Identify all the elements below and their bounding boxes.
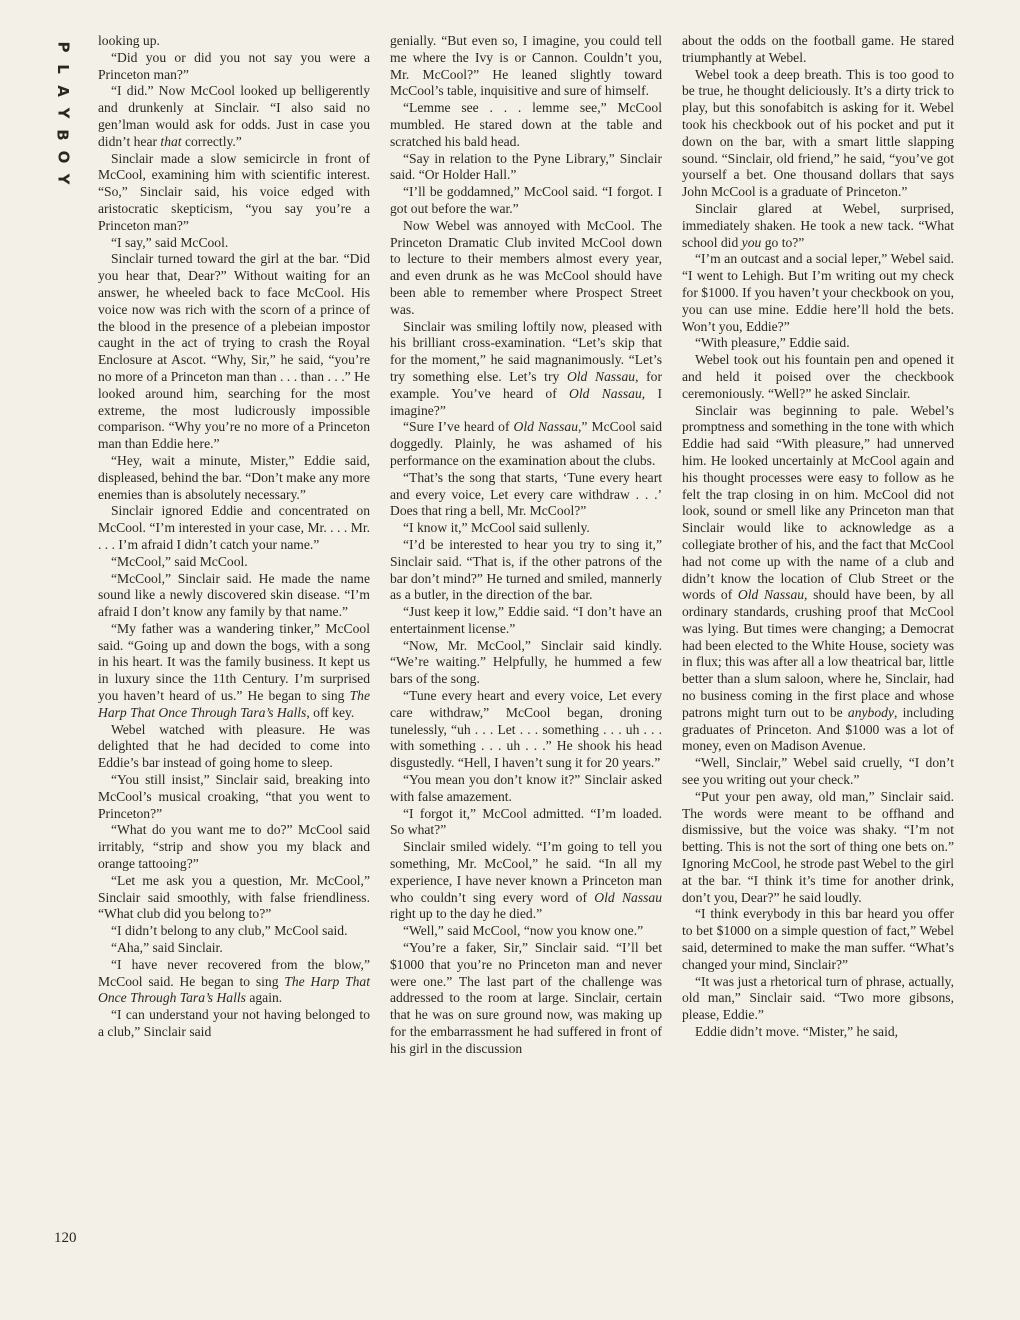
italic-title: Old Nassau	[566, 368, 636, 384]
masthead-letter: P	[54, 41, 72, 53]
paragraph: Sinclair ignored Eddie and concentrated on McCool. “I’m interested in your case, Mr. . . . Mr. . . . I’m afraid I didn’t catch your name.”	[98, 503, 370, 552]
paragraph: “That’s the song that starts, ‘Tune every heart and every voice, Let every care withdraw . . .’ Does that ring a bell, Mr. McCool?”	[390, 469, 662, 519]
paragraph: looking up.	[98, 33, 160, 48]
text-column-2	[390, 33, 662, 1058]
paragraph: “You’re a faker, Sir,” Sinclair said. “I’ll bet $1000 that you’re no Princeton man and never were one.” The last part of the challenge was addressed to the room at large. Sinclair, certain that he was on sure ground now, was making up for the embarrassment he had suffered in front of his girl in the discussion	[390, 940, 662, 1056]
paragraph: “Now, Mr. McCool,” Sinclair said kindly. “We’re waiting.” Helpfully, he hummed a few bars of the song.	[390, 637, 662, 687]
paragraph: “Aha,” said Sinclair.	[111, 940, 223, 956]
paragraph: Sinclair turned toward the girl at the bar. “Did you hear that, Dear?” Without waiting for an answer, he wheeled back to face McCool. His voice now was rich with the scorn of a prince of the blood in the presence of a plebeian impostor caught in the act of trying to crash the Royal Enclosure at Ascot. “Why, Sir,” he said, “you’re no more of a Princeton man than . . . than . . .” He looked around him, searching for the most extreme, the most ludicrously impossible comparison. “Why you’re no more of a Princeton man than Eddie here.”	[98, 251, 370, 452]
paragraph: “Say in relation to the Pyne Library,” Sinclair said. “Or Holder Hall.”	[390, 150, 662, 183]
paragraph: “I can understand your not having belonged to a club,” Sinclair said	[98, 1007, 370, 1040]
italic-title: you	[741, 234, 762, 250]
paragraph: Sinclair glared at Webel, surprised, immediately shaken. He took a new tack. “What school did you go to?”	[682, 200, 954, 250]
paragraph: “What do you want me to do?” McCool said irritably, “strip and show you my black and orange tattooing?”	[98, 822, 370, 872]
italic-title: Old Nassau	[594, 889, 663, 905]
paragraph: “With pleasure,” Eddie said.	[695, 335, 850, 351]
paragraph: “Lemme see . . . lemme see,” McCool mumbled. He stared down at the table and scratched his bald head.	[390, 100, 662, 149]
text-column-1	[98, 33, 370, 1041]
italic-title: Old Nassau	[737, 587, 805, 603]
paragraph: “I say,” said McCool.	[111, 234, 229, 250]
italic-title: that	[160, 133, 182, 149]
italic-title: The Harp That Once Through Tara’s Halls	[98, 688, 370, 720]
masthead-letter: A	[53, 85, 72, 97]
paragraph: Sinclair was beginning to pale. Webel’s promptness and something in the tone with which Eddie had said “With pleasure,” had unnerved him. He looked uncertainly at McCool again and his thought processes were easy to follow as he felt the trap closing in on him. McCool did not look, sound or smell like any Princeton man that Sinclair would like to acknowledge as a collegiate brother of his, and the fact that McCool had not come up with the name of a club and didn’t know the location of Club Street or the words of Old Nassau, should have been, by all ordinary standards, crushing proof that McCool was lying. But times were changing; a Democrat had been elected to the White House, society was in flux; this was after all a low theatrical bar, little better than a slum saloon, where he, Sinclair, had no business coming in the first place and whose patrons might turn out to be anybody, including graduates of Princeton. And $1000 was a lot of money, even on Madison Avenue.	[682, 402, 955, 754]
paragraph: “I’m an outcast and a social leper,” Webel said. “I went to Lehigh. But I’m writing out my check for $1000. If you haven’t your checkbook on you, you can use mine. Eddie here’ll hold the bets. Won’t you, Eddie?”	[682, 251, 954, 334]
paragraph: Eddie didn’t move. “Mister,” he said,	[695, 1024, 899, 1040]
italic-title: Old Nassau	[513, 419, 579, 435]
paragraph: Webel watched with pleasure. He was delighted that he had decided to come into Eddie’s bar instead of going home to sleep.	[98, 721, 370, 771]
paragraph: “I have never recovered from the blow,” McCool said. He began to sing The Harp That Once Through Tara’s Halls again.	[98, 956, 370, 1006]
italic-title: The Harp That Once Through Tara’s Halls	[98, 973, 370, 1006]
paragraph: “You mean you don’t know it?” Sinclair asked with false amazement.	[390, 772, 662, 804]
masthead-letter: Y	[54, 173, 72, 185]
paragraph: “Well,” said McCool, “now you know one.”	[403, 923, 644, 939]
playboy-masthead	[52, 36, 74, 190]
masthead-letter: B	[54, 129, 72, 141]
paragraph: Sinclair was smiling loftily now, pleased with his brilliant cross-examination. “Let’s skip that for the moment,” he said magnanimously. “Let’s try something else. Let’s try Old Nassau, for example. You’ve heard of Old Nassau, I imagine?”	[390, 318, 663, 418]
paragraph: “McCool,” Sinclair said. He made the name sound like a newly discovered skin disease. “I’m afraid I don’t know any family by that name.”	[98, 570, 370, 620]
paragraph: “I’ll be goddamned,” McCool said. “I forgot. I got out before the war.”	[390, 184, 662, 216]
paragraph: Sinclair made a slow semicircle in front of McCool, examining him with scientific interest. “So,” Sinclair said, his voice edged with aristocratic skepticism, “you say you’re a Princeton man?”	[98, 150, 370, 233]
paragraph: “Hey, wait a minute, Mister,” Eddie said, displeased, behind the bar. “Don’t make any more enemies than is absolutely necessary.”	[98, 452, 370, 502]
masthead-letter: O	[53, 150, 72, 164]
paragraph: “Let me ask you a question, Mr. McCool,” Sinclair said smoothly, with false friendliness. “What club did you belong to?”	[98, 872, 370, 922]
paragraph: “I did.” Now McCool looked up belligerently and drunkenly at Sinclair. “I also said no gen’lman would ask for odds. Just in case you didn’t hear that correctly.”	[98, 83, 370, 149]
paragraph: “I forgot it,” McCool admitted. “I’m loaded. So what?”	[390, 805, 662, 838]
paragraph: “My father was a wandering tinker,” McCool said. “Going up and down the bogs, with a song in his heart. It was the family business. It kept us in luxury since the 11th Century. I’m surprised you haven’t heard of us.” He began to sing The Harp That Once Through Tara’s Halls, off key.	[98, 620, 370, 720]
paragraph: “I’d be interested to hear you try to sing it,” Sinclair said. “That is, if the other patrons of the bar don’t mind?” He turned and smiled, mannerly as a butler, in the direction of the bar.	[390, 536, 662, 603]
page-number: 120	[54, 1230, 77, 1246]
paragraph: “Sure I’ve heard of Old Nassau,” McCool said doggedly. Plainly, he was ashamed of his performance on the examination about the clubs.	[390, 419, 662, 468]
paragraph: “Well, Sinclair,” Webel said cruelly, “I don’t see you writing out your check.”	[682, 755, 954, 788]
paragraph: “Put your pen away, old man,” Sinclair said. The words were meant to be offhand and dismissive, but the voice was shaky. “I’m not betting. This is not the sort of thing one bets on.” Ignoring McCool, he strode past Webel to the girl at the bar. “I think it’s time for another drink, don’t you, Dear?” he said loudly.	[682, 788, 954, 905]
italic-title: Old Nassau	[569, 385, 642, 401]
paragraph: “I didn’t belong to any club,” McCool said.	[111, 923, 348, 939]
masthead-letter: Y	[54, 107, 72, 119]
paragraph: “I think everybody in this bar heard you offer to bet $1000 on a simple question of fact,” Webel said, determined to make the man suffer. “What’s changed your mind, Sinclair?”	[682, 906, 954, 972]
text-column-3	[682, 33, 954, 1041]
italic-title: anybody	[847, 704, 894, 720]
paragraph: “Tune every heart and every voice, Let every care withdraw,” McCool began, droning tunelessly, “uh . . . Let . . . something . . . uh . . . with something . . . uh . . .” He shook his head disgustedly. “Hell, I haven’t sung it for 20 years.”	[390, 688, 662, 771]
paragraph: “You still insist,” Sinclair said, breaking into McCool’s musical croaking, “that you went to Princeton?”	[98, 772, 370, 821]
paragraph: Webel took a deep breath. This is too good to be true, he thought deliciously. It’s a dirty trick to play, but this sonofabitch is asking for it. Webel took his checkbook out of his pocket and put it down on the bar, with a smart little slapping sound. “Sinclair, old friend,” he said, “you’ve got yourself a bet. One thousand dollars that says John McCool is a graduate of Princeton.”	[682, 66, 954, 200]
paragraph: “I know it,” McCool said sullenly.	[403, 520, 590, 536]
paragraph: Now Webel was annoyed with McCool. The Princeton Dramatic Club invited McCool down to lecture to their members almost every year, and even drunk as he was McCool should have been able to remember where Prospect Street was.	[390, 217, 662, 317]
paragraph: about the odds on the football game. He stared triumphantly at Webel.	[682, 33, 954, 65]
masthead-letter: L	[54, 64, 72, 74]
paragraph: Sinclair smiled widely. “I’m going to tell you something, Mr. McCool,” he said. “In all my experience, I have never known a Princeton man who couldn’t sing every word of Old Nassau right up to the day he died.”	[390, 839, 663, 922]
paragraph: “Just keep it low,” Eddie said. “I don’t have an entertainment license.”	[390, 604, 662, 636]
paragraph: “Did you or did you not say you were a Princeton man?”	[98, 49, 370, 82]
paragraph: “McCool,” said McCool.	[111, 553, 248, 569]
paragraph: “It was just a rhetorical turn of phrase, actually, old man,” Sinclair said. “Two more gibsons, please, Eddie.”	[682, 973, 954, 1023]
paragraph: genially. “But even so, I imagine, you could tell me where the Ivy is or Cannon. Couldn’t you, Mr. McCool?” He leaned slightly toward McCool’s table, inquisitive and sure of himself.	[390, 33, 662, 99]
paragraph: Webel took out his fountain pen and opened it and held it poised over the checkbook ceremoniously. “Well?” he asked Sinclair.	[682, 352, 954, 401]
